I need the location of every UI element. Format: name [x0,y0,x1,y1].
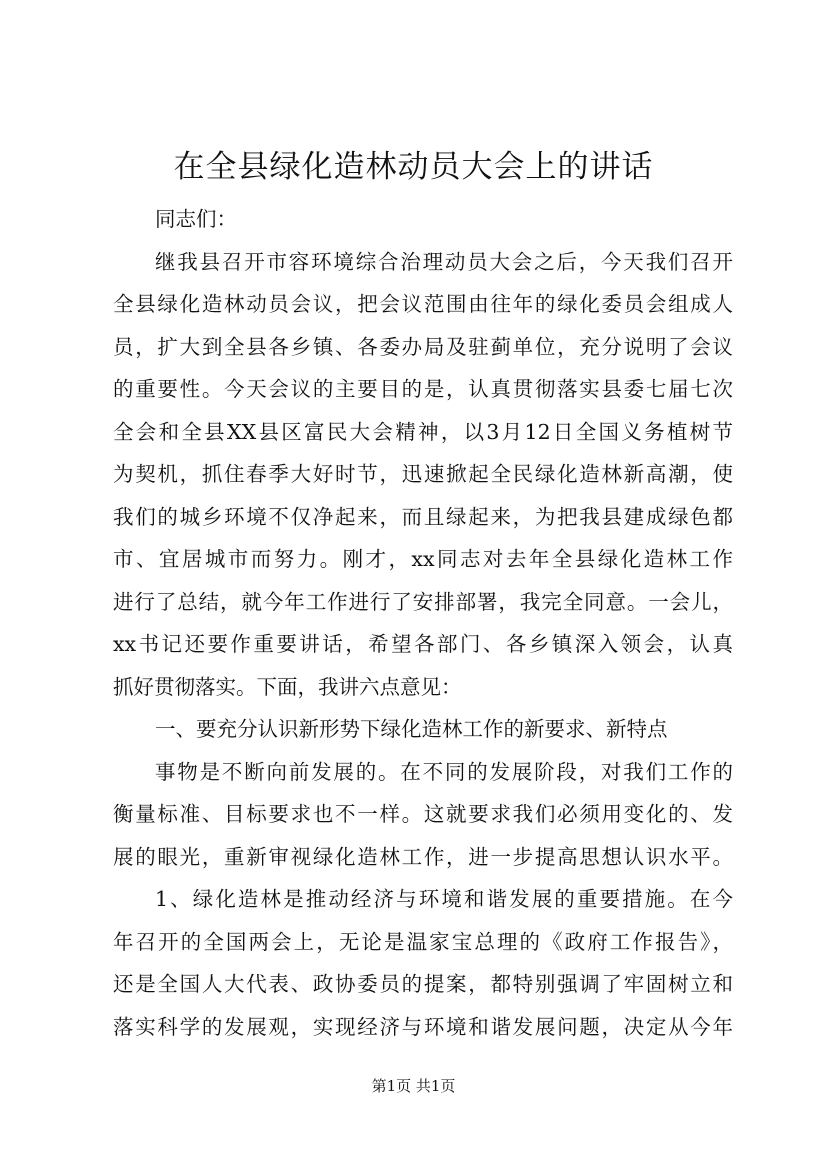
document-body [113,198,733,1048]
body-line: 事物是不断向前发展的。在不同的发展阶段，对我们工作的 [155,759,733,784]
body-line: 落实科学的发展观，实现经济与环境和谐发展问题，决定从今年 [113,1014,733,1039]
body-line: 继我县召开市容环境综合治理动员大会之后，今天我们召开 [155,249,733,274]
body-line: 展的眼光，重新审视绿化造林工作，进一步提高思想认识水平。 [113,844,733,869]
salutation-line: 同志们： [155,207,237,231]
section-heading: 一、要充分认识新形势下绿化造林工作的新要求、新特点 [155,717,668,741]
body-line: 抓好贯彻落实。下面，我讲六点意见： [113,674,462,699]
body-line: 市、宜居城市而努力。刚才，xx同志对去年全县绿化造林工作 [113,547,733,571]
body-line: 的重要性。今天会议的主要目的是，认真贯彻落实县委七届七次 [113,377,733,401]
body-line: 衡量标准、目标要求也不一样。这就要求我们必须用变化的、发 [113,802,733,826]
body-line: 还是全国人大代表、政协委员的提案，都特别强调了牢固树立和 [113,972,733,996]
body-line: 全县绿化造林动员会议，把会议范围由往年的绿化委员会组成人 [113,292,733,316]
body-line: 年召开的全国两会上，无论是温家宝总理的《政府工作报告》， [113,929,733,954]
body-line: 我们的城乡环境不仅净起来，而且绿起来，为把我县建成绿色都 [113,504,733,529]
body-line: 为契机，抓住春季大好时节，迅速掀起全民绿化造林新高潮，使 [113,462,733,486]
body-line: 1、绿化造林是推动经济与环境和谐发展的重要措施。在今 [155,887,733,911]
document-title: 在全县绿化造林动员大会上的讲话 [173,149,654,185]
body-line: 全会和全县XX县区富民大会精神，以3月12日全国义务植树节 [113,419,733,444]
body-line: 员，扩大到全县各乡镇、各委办局及驻蓟单位，充分说明了会议 [113,334,733,359]
body-line: xx书记还要作重要讲话，希望各部门、各乡镇深入领会，认真 [113,632,733,656]
body-line: 进行了总结，就今年工作进行了安排部署，我完全同意。一会儿， [113,589,733,614]
page-footer: 第1页 共1页 [371,1077,456,1095]
